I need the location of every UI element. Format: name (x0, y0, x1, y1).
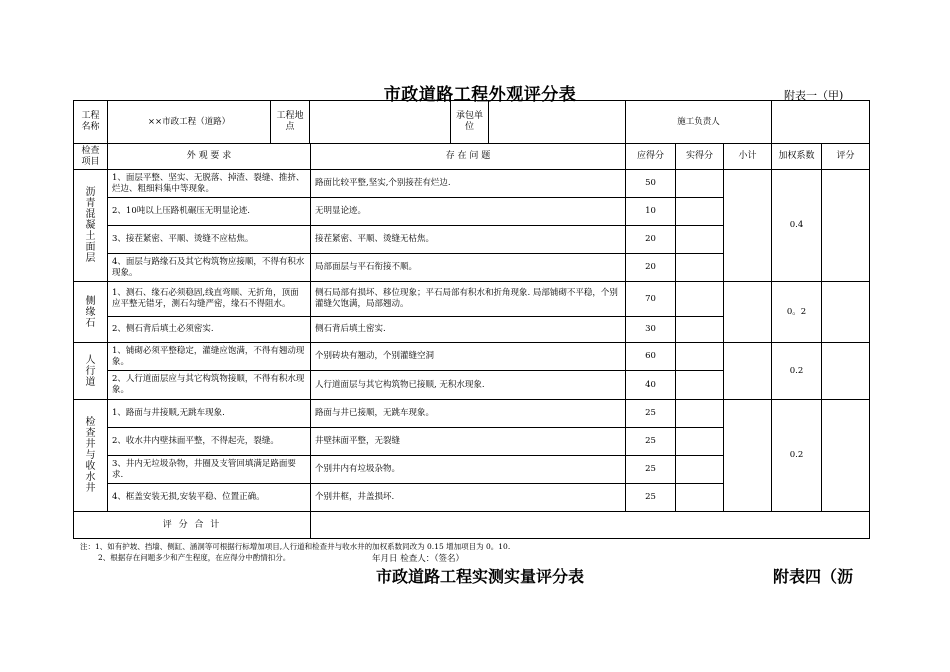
actual-score-cell (676, 226, 724, 254)
note-line-1: 注：1、如有护坡、挡墙、侧缸、涵洞等可根据行标增加项目,人行道和检查井与收水井的加权系数同改为 0.15 增加项目为 0。10. (80, 542, 511, 551)
manager-value (772, 101, 870, 144)
requirement-cell: 1、路面与井接顺,无跳车现象. (108, 400, 311, 428)
requirement-cell: 1、铺砌必须平整稳定，灌缝应饱满，不得有翘动现象。 (108, 343, 311, 371)
actual-score-cell (676, 456, 724, 484)
score-table (73, 100, 870, 539)
problem-cell: 个别井框，井盖损坏. (311, 484, 626, 512)
problem-cell: 井壁抹面平整，无裂缝 (311, 428, 626, 456)
requirement-cell: 4、框盖安装无损,安装平稳、位置正确。 (108, 484, 311, 512)
actual-score-cell (676, 317, 724, 343)
project-name-label: 工程名称 (74, 101, 108, 144)
weight-cell: 0.4 (772, 170, 822, 282)
score-cell (822, 343, 870, 400)
problem-cell: 个别井内有垃圾杂物。 (311, 456, 626, 484)
col-subtotal: 小计 (724, 144, 772, 170)
actual-score-cell (676, 428, 724, 456)
standard-score-cell: 70 (626, 282, 676, 317)
subtotal-cell (724, 170, 772, 282)
project-name-value: ××市政工程（道路） (108, 101, 271, 143)
section-name: 检查井与收水井 (74, 400, 108, 512)
page-title: 市政道路工程外观评分表 (383, 85, 577, 105)
actual-score-cell (676, 484, 724, 512)
requirement-cell: 4、面层与路缘石及其它构筑物应接顺，不得有积水现象。 (108, 254, 311, 282)
score-cell (822, 400, 870, 512)
section-name: 侧缘石 (74, 282, 108, 343)
standard-score-cell: 20 (626, 254, 676, 282)
requirement-cell: 3、井内无垃圾杂物，井圈及支管回填满足路面要求. (108, 456, 311, 484)
next-table-title: 市政道路工程实测实量评分表 (376, 567, 585, 586)
standard-score-cell: 25 (626, 456, 676, 484)
weight-cell: 0.2 (772, 343, 822, 400)
header-info-row (74, 101, 870, 144)
table-row (74, 170, 870, 198)
actual-score-cell (676, 282, 724, 317)
col-item: 检查项目 (74, 144, 108, 170)
actual-score-cell (676, 254, 724, 282)
col-actual-score: 实得分 (676, 144, 724, 170)
notes (80, 541, 880, 563)
table-row (74, 400, 870, 428)
score-cell (822, 170, 870, 282)
table-row (74, 282, 870, 317)
problem-cell: 局部面层与平石衔接不顺。 (311, 254, 626, 282)
contractor-label: 承包单位 (451, 101, 489, 143)
standard-score-cell: 25 (626, 400, 676, 428)
table-row (74, 343, 870, 371)
column-header-row (74, 144, 870, 170)
requirement-cell: 2、收水井内壁抹面平整，不得起壳，裂缝。 (108, 428, 311, 456)
actual-score-cell (676, 198, 724, 226)
weight-cell: 0。2 (772, 282, 822, 343)
standard-score-cell: 20 (626, 226, 676, 254)
requirement-cell: 2、人行道面层应与其它构筑物接顺，不得有积水现象。 (108, 371, 311, 400)
weight-cell: 0.2 (772, 400, 822, 512)
problem-cell: 接茬紧密、平顺、烫缝无枯焦。 (311, 226, 626, 254)
requirement-cell: 3、接茬紧密、平顺、烫缝不应枯焦。 (108, 226, 311, 254)
standard-score-cell: 25 (626, 428, 676, 456)
manager-label: 施工负责人 (626, 101, 772, 144)
total-value (311, 512, 870, 539)
appendix-label: 附表一（甲) (784, 89, 844, 102)
problem-cell: 侧石局部有损坏、移位现象；平石局部有积水和折角现象. 局部铺砌不平稳，个别灌缝欠饱满，局部翘动。 (311, 282, 626, 317)
total-row (74, 512, 870, 539)
problem-cell: 路面与井已接顺，无跳车现象。 (311, 400, 626, 428)
project-site-value (310, 101, 451, 143)
section-name: 人行道 (74, 343, 108, 400)
requirement-cell: 1、面层平整、坚实、无脱落、掉渣、裂缝、推挤、烂边、粗细料集中等现象。 (108, 170, 311, 198)
col-weight: 加权系数 (772, 144, 822, 170)
score-cell (822, 282, 870, 343)
problem-cell: 无明显论迹。 (311, 198, 626, 226)
section-name: 沥青混凝土面层 (74, 170, 108, 282)
col-requirement: 外 观 要 求 (108, 144, 311, 170)
actual-score-cell (676, 400, 724, 428)
col-standard-score: 应得分 (626, 144, 676, 170)
problem-cell: 人行道面层与其它构筑物已接顺, 无积水现象. (311, 371, 626, 400)
requirement-cell: 1、测石、缘石必须稳固,线直弯顺、无折角，顶面应平整无错牙，测石勾缝严密，缘石不得阻水。 (108, 282, 311, 317)
actual-score-cell (676, 371, 724, 400)
problem-cell: 路面比较平整,坚实,个别接茬有烂边. (311, 170, 626, 198)
contractor-value (489, 101, 625, 143)
requirement-cell: 2、10吨以上压路机碾压无明显论迹. (108, 198, 311, 226)
problem-cell: 侧石背后填土密实. (311, 317, 626, 343)
project-name-cell (108, 101, 626, 144)
next-appendix-label: 附表四（沥 (773, 567, 854, 586)
col-score: 评分 (822, 144, 870, 170)
subtotal-cell (724, 400, 772, 512)
actual-score-cell (676, 170, 724, 198)
standard-score-cell: 10 (626, 198, 676, 226)
project-site-label: 工程地点 (271, 101, 310, 143)
standard-score-cell: 30 (626, 317, 676, 343)
subtotal-cell (724, 343, 772, 400)
standard-score-cell: 40 (626, 371, 676, 400)
standard-score-cell: 60 (626, 343, 676, 371)
problem-cell: 个别砖块有翘动，个别灌缝空洞 (311, 343, 626, 371)
actual-score-cell (676, 343, 724, 371)
subtotal-cell (724, 282, 772, 343)
note-line-2: 2、根据存在问题多少和产生程度，在应得分中酌情扣分。 (98, 553, 291, 562)
col-problem: 存 在 问 题 (311, 144, 626, 170)
standard-score-cell: 25 (626, 484, 676, 512)
requirement-cell: 2、侧石背后填土必须密实. (108, 317, 311, 343)
total-label: 评 分 合 计 (74, 512, 311, 539)
standard-score-cell: 50 (626, 170, 676, 198)
sign-line: 年月日 检查人：（签名） (372, 554, 464, 564)
